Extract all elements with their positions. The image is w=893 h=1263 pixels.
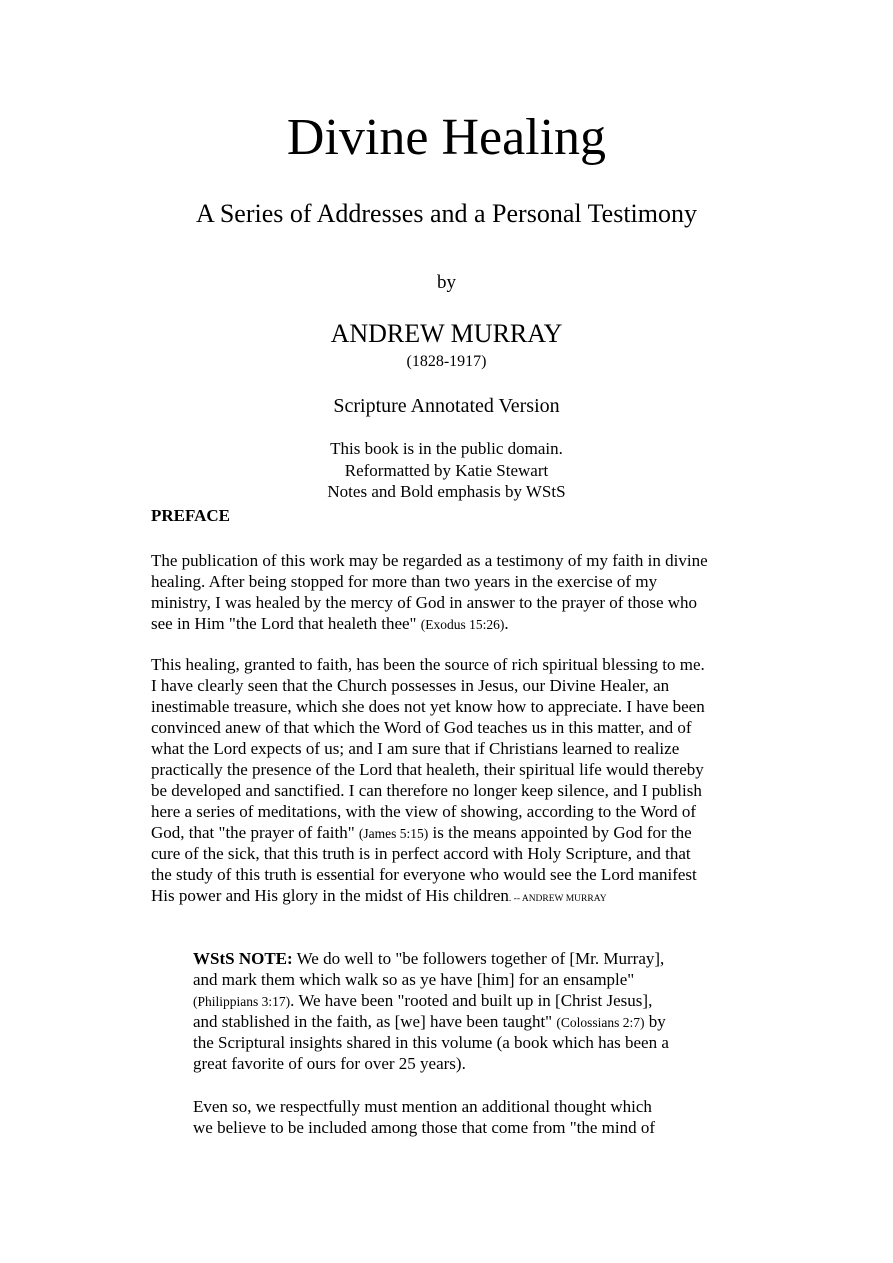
text-line: and mark them which walk so as ye have [him] for an ensample" — [193, 970, 635, 989]
wsts-note-1 — [193, 948, 733, 1074]
text-span: by — [644, 1012, 666, 1031]
text-line: here a series of meditations, with the view of showing, according to the Word of — [151, 802, 697, 821]
scripture-reference: (Colossians 2:7) — [556, 1015, 645, 1030]
author-dates: (1828-1917) — [406, 353, 487, 370]
text-line: ministry, I was healed by the mercy of God in answer to the prayer of those who — [151, 593, 698, 612]
text-span: God, that "the prayer of faith" — [151, 823, 359, 842]
text-span: . — [504, 614, 509, 633]
text-line: cure of the sick, that this truth is in perfect accord with Holy Scripture, and that — [151, 844, 691, 863]
preface-heading: PREFACE — [151, 506, 231, 525]
text-line: I have clearly seen that the Church possesses in Jesus, our Divine Healer, an — [151, 676, 670, 695]
scripture-reference: (Philippians 3:17) — [193, 994, 291, 1009]
text-line: The publication of this work may be regarded as a testimony of my faith in divine — [151, 551, 708, 570]
by-line: by — [437, 272, 456, 293]
text-line: inestimable treasure, which she does not yet know how to appreciate. I have been — [151, 697, 705, 716]
notice-line: Reformatted by Katie Stewart — [344, 460, 549, 480]
text-line — [193, 990, 733, 1011]
text-span: see in Him "the Lord that healeth thee" — [151, 614, 421, 633]
text-span: We do well to "be followers together of [Mr. Murray], — [292, 949, 665, 968]
text-line — [193, 948, 733, 969]
text-span: . We have been "rooted and built up in [Christ Jesus], — [290, 991, 653, 1010]
scripture-reference: (James 5:15) — [358, 826, 429, 841]
scripture-reference: (Exodus 15:26) — [420, 617, 505, 632]
notice-line: This book is in the public domain. — [330, 439, 563, 458]
note-label: WStS NOTE: — [193, 949, 293, 968]
text-span: His power and His glory in the midst of His children — [151, 886, 509, 905]
text-line: Even so, we respectfully must mention an additional thought which — [193, 1097, 652, 1116]
text-line: be developed and sanctified. I can therefore no longer keep silence, and I publish — [151, 781, 702, 800]
preface-paragraph-1 — [151, 550, 751, 634]
text-line: we believe to be included among those that come from "the mind of — [193, 1118, 656, 1137]
text-line — [193, 1011, 733, 1032]
author-signature: . -- ANDREW MURRAY — [508, 894, 607, 904]
public-domain-notice — [0, 438, 893, 503]
text-line: practically the presence of the Lord that healeth, their spiritual life would thereby — [151, 760, 704, 779]
text-line: the study of this truth is essential for everyone who would see the Lord manifest — [151, 865, 697, 884]
author-name: ANDREW MURRAY — [330, 319, 563, 348]
text-line — [151, 613, 751, 634]
text-line: what the Lord expects of us; and I am sure that if Christians learned to realize — [151, 739, 680, 758]
text-line — [151, 822, 751, 843]
text-span: and stablished in the faith, as [we] have been taught" — [193, 1012, 557, 1031]
wsts-note-2 — [193, 1096, 733, 1138]
notice-line: Notes and Bold emphasis by WStS — [327, 482, 566, 501]
text-line: healing. After being stopped for more than two years in the exercise of my — [151, 572, 658, 591]
text-line — [151, 885, 751, 906]
text-line: This healing, granted to faith, has been the source of rich spiritual blessing to me. — [151, 655, 705, 674]
book-subtitle: A Series of Addresses and a Personal Testimony — [195, 199, 698, 228]
text-line: great favorite of ours for over 25 years). — [193, 1054, 466, 1073]
preface-paragraph-2 — [151, 654, 751, 906]
text-span: is the means appointed by God for the — [428, 823, 692, 842]
book-title: Divine Healing — [286, 109, 607, 166]
text-line: the Scriptural insights shared in this volume (a book which has been a — [193, 1033, 669, 1052]
text-line: convinced anew of that which the Word of God teaches us in this matter, and of — [151, 718, 692, 737]
edition-label: Scripture Annotated Version — [333, 395, 560, 417]
